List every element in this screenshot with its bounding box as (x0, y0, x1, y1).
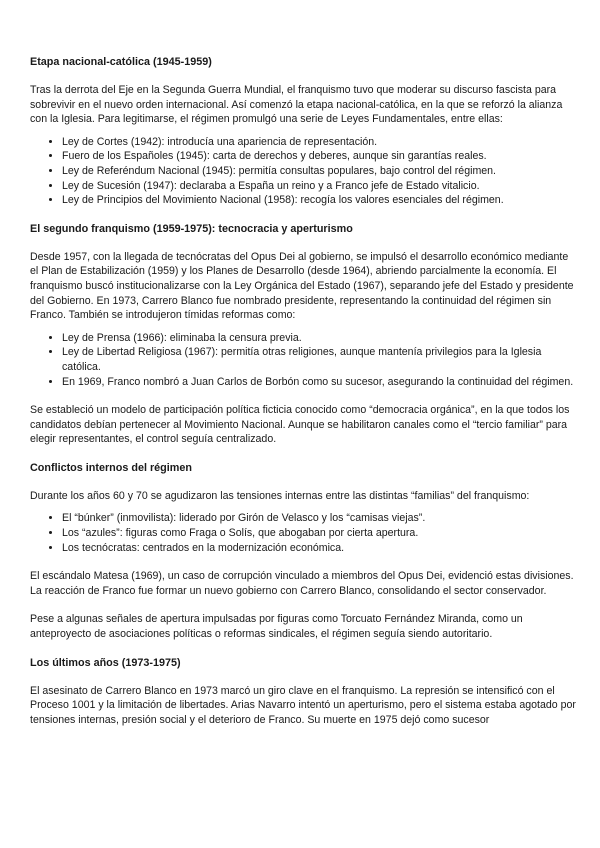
paragraph: Pese a algunas señales de apertura impulsadas por figuras como Torcuato Fernández Miranda, como un anteproyecto de asociaciones políticas o reformas sindicales, el régimen seguía siendo autoritario. (30, 613, 523, 641)
list-item: • Ley de Referéndum Nacional (1945): permitía consultas populares, bajo control del régimen. (62, 164, 578, 179)
paragraph: El escándalo Matesa (1969), un caso de corrupción vinculado a miembros del Opus Dei, evidenció estas divisiones. La reacción de Franco fue formar un nuevo gobierno con Carrero Blanco, consolidando el sector conservador. (30, 570, 574, 597)
paragraph: Se estableció un modelo de participación política ficticia conocido como “democracia orgánica”, en la que todos los candidatos debían pertenecer al Movimiento Nacional. Aunque se habilitaron canales como el “tercio familiar” para elegir representantes, el control seguía centralizado. (30, 404, 570, 446)
bullet-list (30, 511, 578, 555)
list-item: • Ley de Sucesión (1947): declaraba a España un reino y a Franco jefe de Estado vitalicio. (62, 179, 578, 194)
list-item: • Ley de Cortes (1942): introducía una apariencia de representación. (62, 135, 578, 150)
paragraph: Desde 1957, con la llegada de tecnócratas del Opus Dei al gobierno, se impulsó el desarrollo económico mediante el Plan de Estabilización (1959) y los Planes de Desarrollo (desde 1964), abriendo parcialmente la economía. El franquismo buscó institucionalizarse con la Ley Orgánica del Estado (1967), separando jefe del Estado y presidente del Gobierno. En 1973, Carrero Blanco fue nombrado presidente, representando la continuidad del régimen sin Franco. También se introdujeron tímidas reformas como: (30, 250, 574, 322)
list-item: • Ley de Principios del Movimiento Nacional (1958): recogía los valores esenciales del régimen. (62, 193, 578, 208)
list-item: • Los “azules”: figuras como Fraga o Solís, que abogaban por cierta apertura. (62, 526, 578, 541)
list-item: • El “búnker” (inmovilista): liderado por Girón de Velasco y los “camisas viejas”. (62, 511, 578, 526)
bullet-list (30, 331, 578, 389)
paragraph: Tras la derrota del Eje en la Segunda Guerra Mundial, el franquismo tuvo que moderar su discurso fascista para sobrevivir en el nuevo orden internacional. Así comenzó la etapa nacional-católica, en la que se reforzó la alianza con la Iglesia. Para legitimarse, el régimen promulgó una serie de Leyes Fundamentales, entre ellas: (30, 84, 563, 126)
section-heading-conflictos-internos: Conflictos internos del régimen (30, 461, 192, 474)
list-item: • En 1969, Franco nombró a Juan Carlos de Borbón como su sucesor, asegurando la continuidad del régimen. (62, 375, 578, 390)
list-item: • Ley de Libertad Religiosa (1967): permitía otras religiones, aunque mantenía privilegios para la Iglesia católica. (62, 345, 578, 374)
list-item: • Los tecnócratas: centrados en la modernización económica. (62, 541, 578, 556)
document-page (30, 55, 578, 741)
paragraph: Durante los años 60 y 70 se agudizaron las tensiones internas entre las distintas “familias” del franquismo: (30, 489, 530, 502)
section-heading-etapa-nacional-catolica: Etapa nacional-católica (1945-1959) (30, 56, 212, 68)
paragraph: El asesinato de Carrero Blanco en 1973 marcó un giro clave en el franquismo. La represión se intensificó con el Proceso 1001 y la limitación de libertades. Arias Navarro intentó un aperturismo, pero el sistema estaba agotado por tensiones internas, presión social y el deterioro de Franco. Su muerte en 1975 dejó como sucesor (30, 684, 576, 726)
bullet-list (30, 135, 578, 208)
section-heading-ultimos-anos: Los últimos años (1973-1975) (30, 656, 181, 669)
section-heading-segundo-franquismo: El segundo franquismo (1959-1975): tecnocracia y aperturismo (30, 222, 353, 235)
list-item: • Fuero de los Españoles (1945): carta de derechos y deberes, aunque sin garantías reales. (62, 149, 578, 164)
list-item: • Ley de Prensa (1966): eliminaba la censura previa. (62, 331, 578, 346)
